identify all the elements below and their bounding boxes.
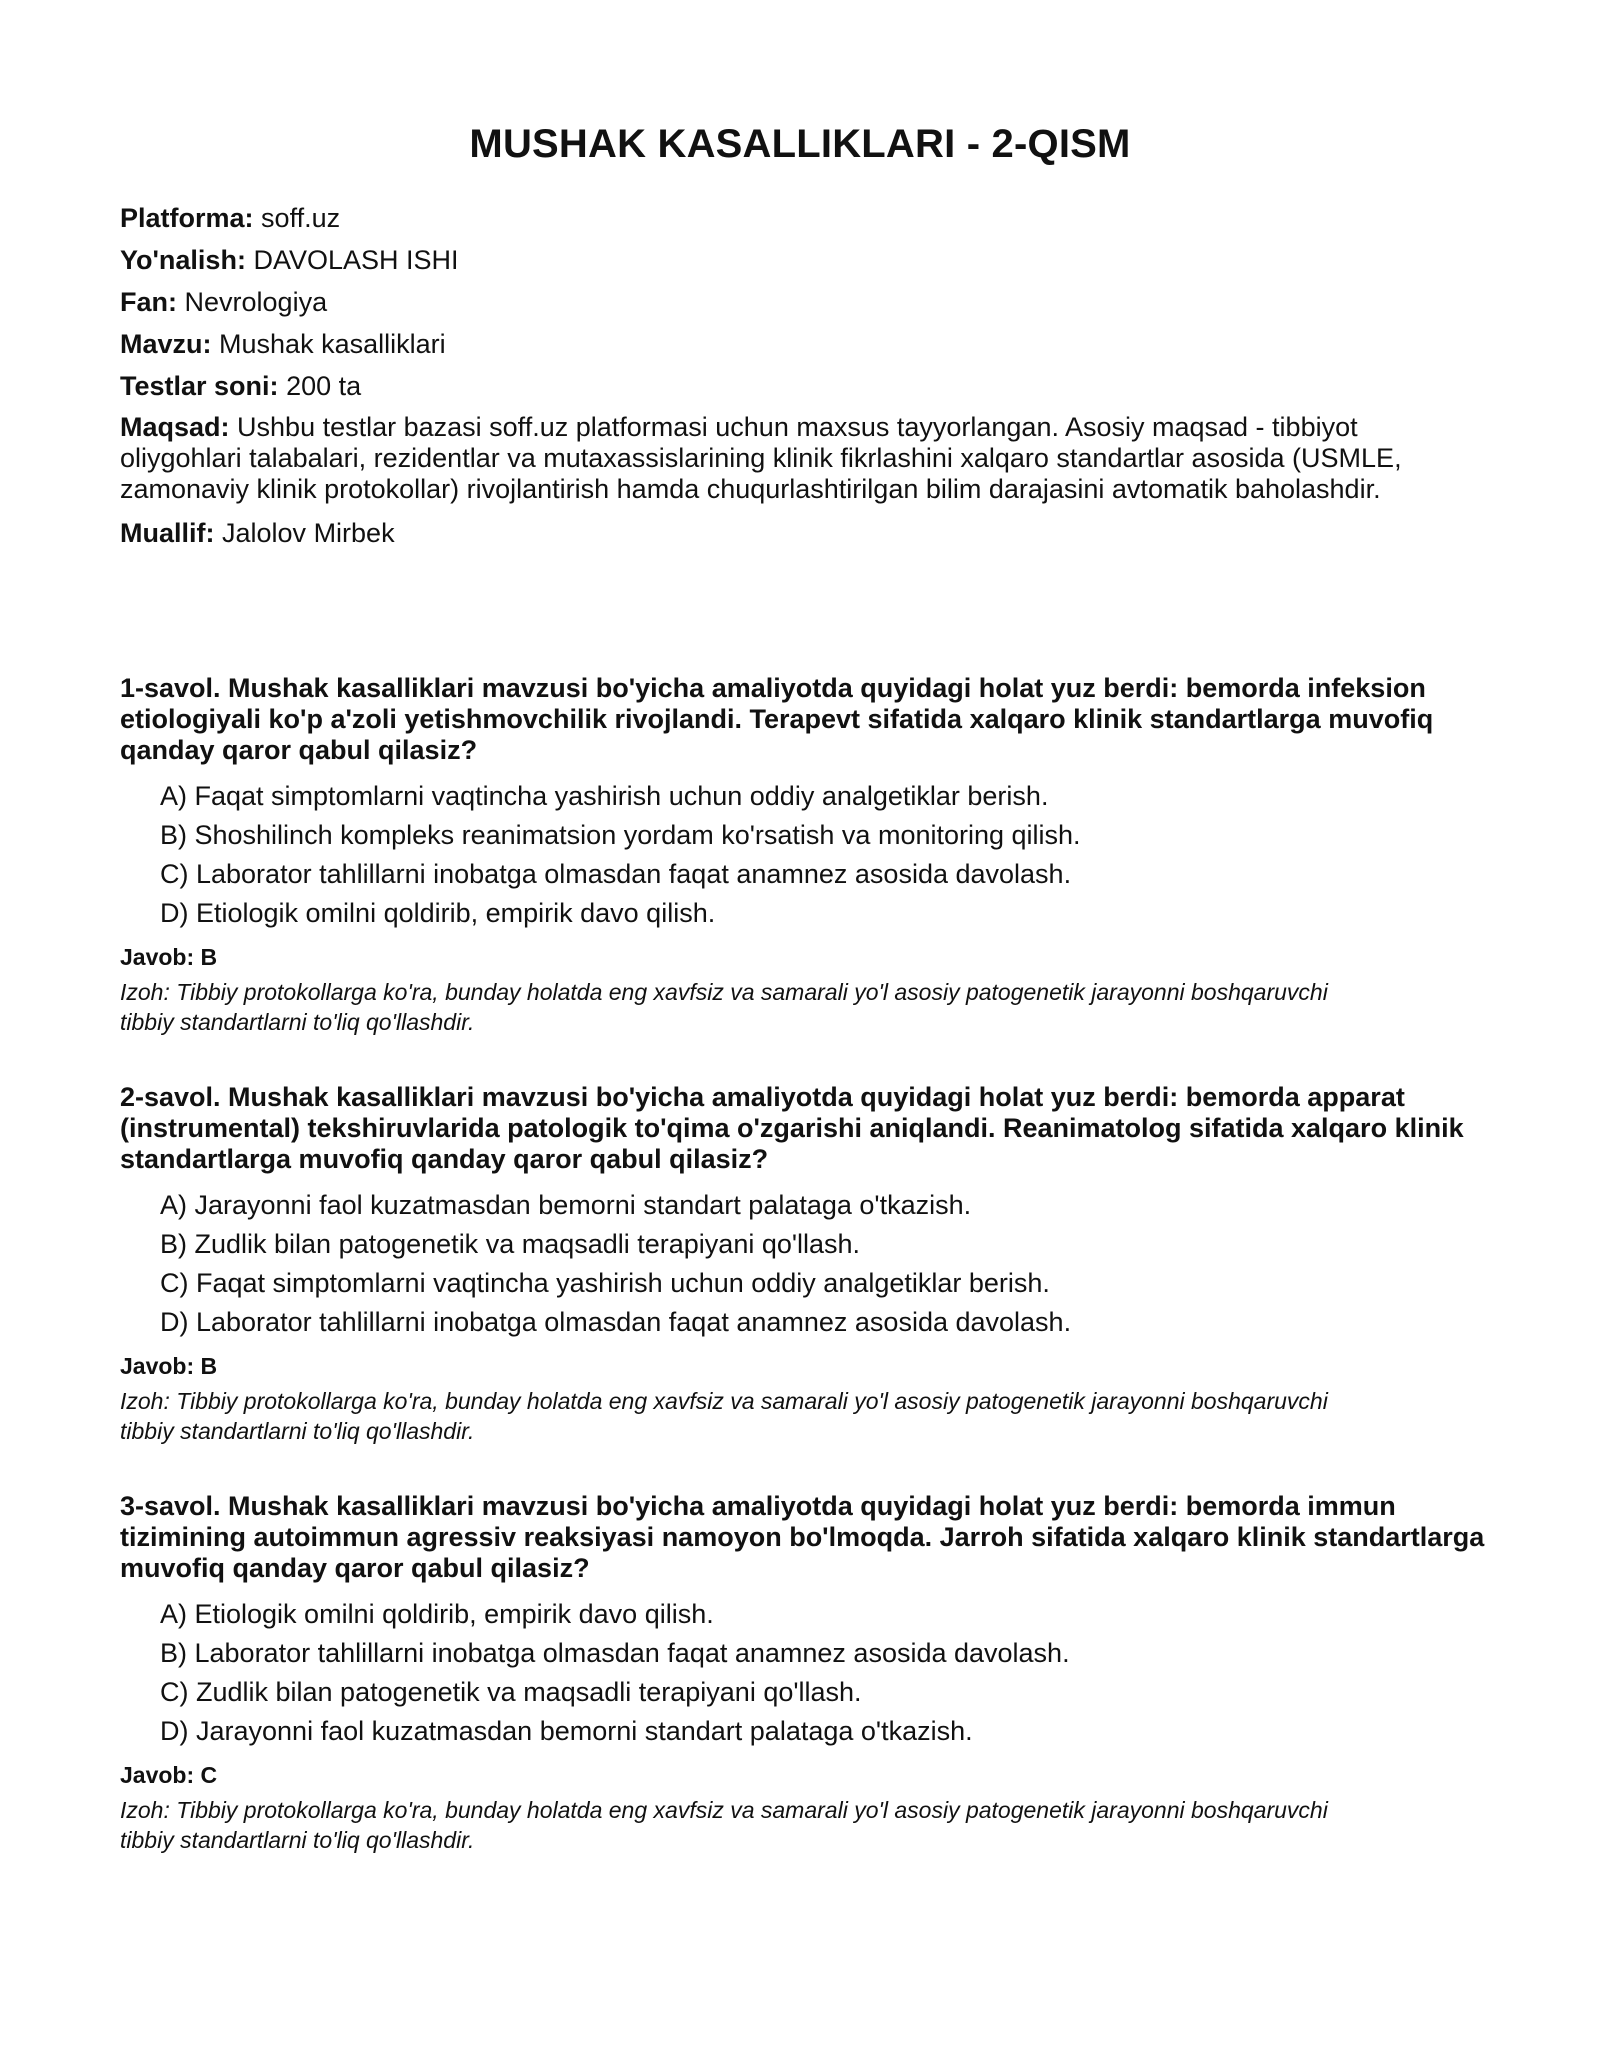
meta-goal-value: Ushbu testlar bazasi soff.uz platformasi uchun maxsus tayyorlangan. Asosiy maqsad - tibbiyot oliygohlari talabalari, rezidentlar va mutaxassislarining klinik fikrlashini xalqaro standartlar asosida (USMLE, zamonaviy klinik protokollar) rivojlantirish hamda chuqurlashtirilgan bilim darajasini avtomatik baholashdir. (120, 412, 1402, 504)
question-block-1 (120, 673, 1490, 1037)
meta-tests-count (120, 370, 1460, 402)
correct-answer: Javob: B (120, 944, 218, 970)
answer-explanation: Izoh: Tibbiy protokollarga ko'ra, bunday holatda eng xavfsiz va samarali yo'l asosiy patogenetik jarayonni boshqaruvchi tibbiy standartlarni to'liq qo'llashdir. (120, 1388, 1328, 1444)
meta-platform (120, 202, 1460, 234)
correct-answer: Javob: C (120, 1762, 218, 1788)
meta-goal-label: Maqsad: (120, 412, 230, 442)
answer-options (120, 1189, 1490, 1338)
meta-direction (120, 244, 1460, 276)
option-d: D) Etiologik omilni qoldirib, empirik davo qilish. (160, 898, 716, 928)
question-block-3 (120, 1491, 1490, 1855)
meta-topic-value: Mushak kasalliklari (219, 329, 446, 359)
option-a: A) Etiologik omilni qoldirib, empirik davo qilish. (160, 1599, 714, 1629)
meta-topic (120, 328, 1460, 360)
meta-subject-label: Fan: (120, 287, 177, 317)
option-b: B) Zudlik bilan patogenetik va maqsadli terapiyani qo'llash. (160, 1229, 861, 1259)
meta-direction-value: DAVOLASH ISHI (253, 245, 459, 275)
option-c: C) Laborator tahlillarni inobatga olmasdan faqat anamnez asosida davolash. (160, 859, 1072, 889)
meta-tests-value: 200 ta (286, 371, 362, 401)
option-a: A) Jarayonni faol kuzatmasdan bemorni standart palataga o'tkazish. (160, 1190, 972, 1220)
meta-author (120, 517, 1460, 549)
option-c: C) Zudlik bilan patogenetik va maqsadli terapiyani qo'llash. (160, 1677, 862, 1707)
option-b: B) Laborator tahlillarni inobatga olmasdan faqat anamnez asosida davolash. (160, 1638, 1070, 1668)
meta-author-label: Muallif: (120, 518, 215, 548)
option-d: D) Jarayonni faol kuzatmasdan bemorni standart palataga o'tkazish. (160, 1716, 973, 1746)
meta-direction-label: Yo'nalish: (120, 245, 246, 275)
document-title: MUSHAK KASALLIKLARI - 2-QISM (469, 122, 1131, 166)
answer-options (120, 1598, 1490, 1747)
meta-tests-label: Testlar soni: (120, 371, 279, 401)
document-meta (120, 202, 1460, 559)
option-a: A) Faqat simptomlarni vaqtincha yashirish uchun oddiy analgetiklar berish. (160, 781, 1049, 811)
option-d: D) Laborator tahlillarni inobatga olmasdan faqat anamnez asosida davolash. (160, 1307, 1072, 1337)
answer-options (120, 780, 1490, 929)
correct-answer: Javob: B (120, 1353, 218, 1379)
question-text: 2-savol. Mushak kasalliklari mavzusi bo'yicha amaliyotda quyidagi holat yuz berdi: bemorda apparat (instrumental) tekshiruvlarida patologik to'qima o'zgarishi aniqlandi. Reanimatolog sifatida xalqaro klinik standartlarga muvofiq qanday qaror qabul qilasiz? (120, 1082, 1464, 1174)
meta-goal (120, 412, 1460, 505)
answer-explanation: Izoh: Tibbiy protokollarga ko'ra, bunday holatda eng xavfsiz va samarali yo'l asosiy patogenetik jarayonni boshqaruvchi tibbiy standartlarni to'liq qo'llashdir. (120, 979, 1328, 1035)
question-text: 1-savol. Mushak kasalliklari mavzusi bo'yicha amaliyotda quyidagi holat yuz berdi: bemorda infeksion etiologiyali ko'p a'zoli yetishmovchilik rivojlandi. Terapevt sifatida xalqaro klinik standartlarga muvofiq qanday qaror qabul qilasiz? (120, 673, 1434, 765)
meta-topic-label: Mavzu: (120, 329, 212, 359)
meta-subject (120, 286, 1460, 318)
question-text: 3-savol. Mushak kasalliklari mavzusi bo'yicha amaliyotda quyidagi holat yuz berdi: bemorda immun tizimining autoimmun agressiv reaksiyasi namoyon bo'lmoqda. Jarroh sifatida xalqaro klinik standartlarga muvofiq qanday qaror qabul qilasiz? (120, 1491, 1485, 1583)
option-b: B) Shoshilinch kompleks reanimatsion yordam ko'rsatish va monitoring qilish. (160, 820, 1081, 850)
option-c: C) Faqat simptomlarni vaqtincha yashirish uchun oddiy analgetiklar berish. (160, 1268, 1050, 1298)
meta-platform-label: Platforma: (120, 203, 254, 233)
meta-subject-value: Nevrologiya (184, 287, 328, 317)
meta-platform-value: soff.uz (261, 203, 341, 233)
meta-author-value: Jalolov Mirbek (222, 518, 395, 548)
question-block-2 (120, 1082, 1490, 1446)
answer-explanation: Izoh: Tibbiy protokollarga ko'ra, bunday holatda eng xavfsiz va samarali yo'l asosiy patogenetik jarayonni boshqaruvchi tibbiy standartlarni to'liq qo'llashdir. (120, 1797, 1328, 1853)
